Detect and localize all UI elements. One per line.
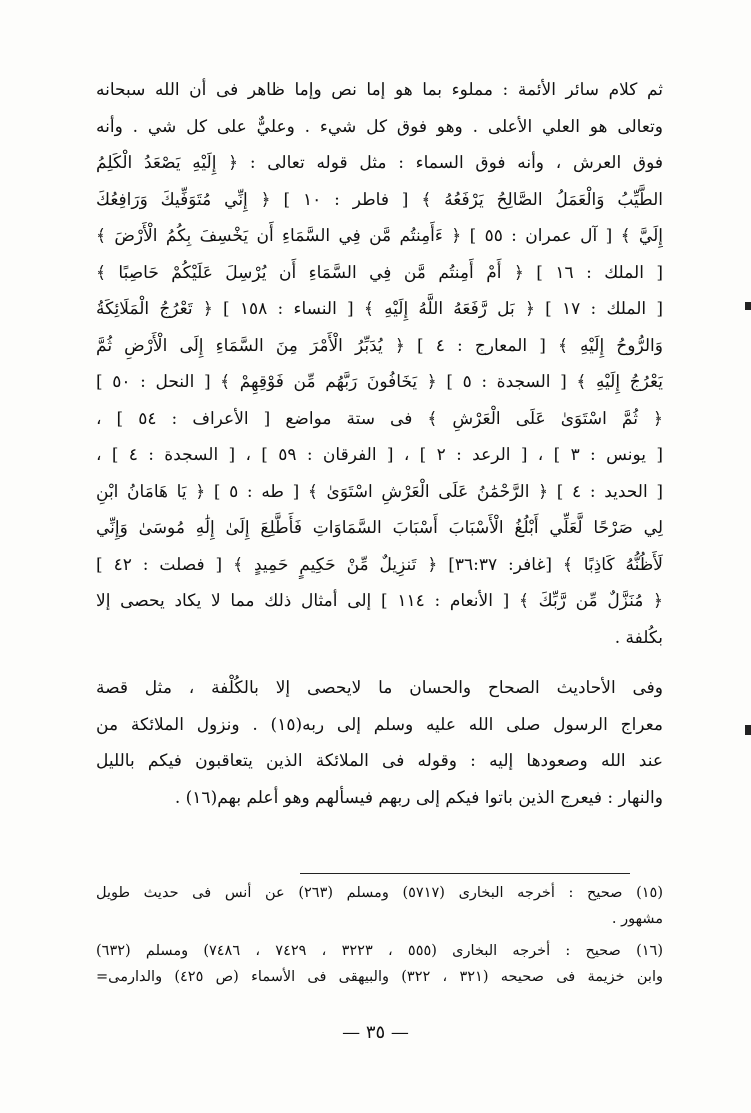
text-line: يَعْرُجُ إِلَيْهِ ﴾ [ السجدة : ٥ ] ﴿ يَخَافُونَ رَبَّهُم مِّن فَوْقِهِمْ ﴾ [ النحل : ٥٠ ]	[96, 372, 663, 392]
text-line: [ يونس : ٣ ] ، [ الرعد : ٢ ] ، [ الفرقان : ٥٩ ] ، [ السجدة : ٤ ] ،	[96, 445, 663, 465]
main-text	[96, 72, 663, 816]
text-line: لَأَظُنُّهُ كَاذِبًا ﴾ [غافر: ٣٦:٣٧] ﴿ تَنزِيلٌ مِّنْ حَكِيمٍ حَمِيدٍ ﴾ [ فصلت : ٤٢ ]	[96, 554, 663, 575]
scan-edge-mark	[745, 302, 751, 310]
text-line: وَالرُّوحُ إِلَيْهِ ﴾ [ المعارج : ٤ ] ﴿ يُدَبِّرُ الْأَمْرَ مِنَ السَّمَاءِ إِلَى الْأَرْضِ ثُمَّ	[96, 335, 663, 356]
text-line: بكُلفة .	[614, 627, 663, 648]
text-line: [ الحديد : ٤ ] ﴿ الرَّحْمَٰنُ عَلَى الْعَرْشِ اسْتَوَىٰ ﴾ [ طه : ٥ ] ﴿ يَا هَامَانُ ابْنِ	[96, 481, 663, 502]
footnote-divider	[300, 873, 630, 874]
footnotes	[96, 880, 663, 990]
page-number: — ٣٥ —	[342, 1022, 409, 1043]
text-line: ﴿ مُنَزَّلٌ مِّن رَّبِّكَ ﴾ [ الأنعام : ١١٤ ] إلى أمثال ذلك مما لا يكاد يحصى إلا	[96, 591, 663, 611]
text-line: ﴿ ثُمَّ اسْتَوَىٰ عَلَى الْعَرْشِ ﴾ فى ستة مواضع [ الأعراف : ٥٤ ] ،	[96, 408, 663, 429]
footnote-line: (١٥) صحيح : أخرجه البخارى (٥٧١٧) ومسلم (٢٦٣) عن أنس فى حديث طويل	[96, 885, 663, 901]
footnote-line: مشهور .	[611, 911, 663, 927]
paragraph-gap	[96, 656, 663, 670]
text-line: الطَّيِّبُ وَالْعَمَلُ الصَّالِحُ يَرْفَعُهُ ﴾ [ فاطر : ١٠ ] ﴿ إِنِّي مُتَوَفِّيكَ وَرَافِعُكَ	[96, 189, 663, 210]
text-line: لِي صَرْحًا لَّعَلِّي أَبْلُغُ الْأَسْبَابَ أَسْبَابَ السَّمَاوَاتِ فَأَطَّلِعَ إِلَىٰ إِلَٰهِ مُوسَىٰ وَإِنِّي	[96, 518, 663, 538]
text-line: معراج الرسول صلى الله عليه وسلم إلى ربه(١٥) . ونزول الملائكة من	[96, 714, 663, 735]
text-line: ثم كلام سائر الأئمة : مملوء بما هو إما نص وإما ظاهر فى أن الله سبحانه	[96, 80, 663, 100]
text-line: [ الملك : ١٦ ] ﴿ أَمْ أَمِنتُم مَّن فِي السَّمَاءِ أَن يُرْسِلَ عَلَيْكُمْ حَاصِبًا ﴾	[96, 262, 663, 283]
text-line: [ الملك : ١٧ ] ﴿ بَل رَّفَعَهُ اللَّهُ إِلَيْهِ ﴾ [ النساء : ١٥٨ ] ﴿ تَعْرُجُ الْمَلَائِكَةُ	[96, 299, 663, 319]
footnote-line: وابن خزيمة فى صحيحه (٣٢١ ، ٣٢٢) والبيهقى فى الأسماء (ص ٤٢٥) والدارمى=	[96, 969, 663, 985]
text-line: والنهار : فيعرج الذين باتوا فيكم إلى ربهم فيسألهم وهو أعلم بهم(١٦) .	[174, 787, 663, 808]
text-line: وفى الأحاديث الصحاح والحسان ما لايحصى إلا بالكُلْفة ، مثل قصة	[96, 678, 663, 698]
scan-edge-mark	[745, 725, 751, 735]
footnote-line: (١٦) صحيح : أخرجه البخارى (٥٥٥ ، ٣٢٢٣ ، ٧٤٢٩ ، ٧٤٨٦) ومسلم (٦٣٢)	[96, 943, 663, 959]
text-line: عند الله وصعودها إليه : وقوله فى الملائكة الذين يتعاقبون فيكم بالليل	[96, 751, 663, 771]
text-line: فوق العرش ، وأنه فوق السماء : مثل قوله تعالى : ﴿ إِلَيْهِ يَصْعَدُ الْكَلِمُ	[96, 153, 663, 173]
text-line: وتعالى هو العلي الأعلى . وهو فوق كل شيء . وعليٌّ على كل شي . وأنه	[96, 116, 663, 137]
text-line: إِلَيَّ ﴾ [ آل عمران : ٥٥ ] ﴿ ءَأَمِنتُم مَّن فِي السَّمَاءِ أَن يَخْسِفَ بِكُمُ الْأَرْضَ ﴾	[96, 226, 663, 246]
